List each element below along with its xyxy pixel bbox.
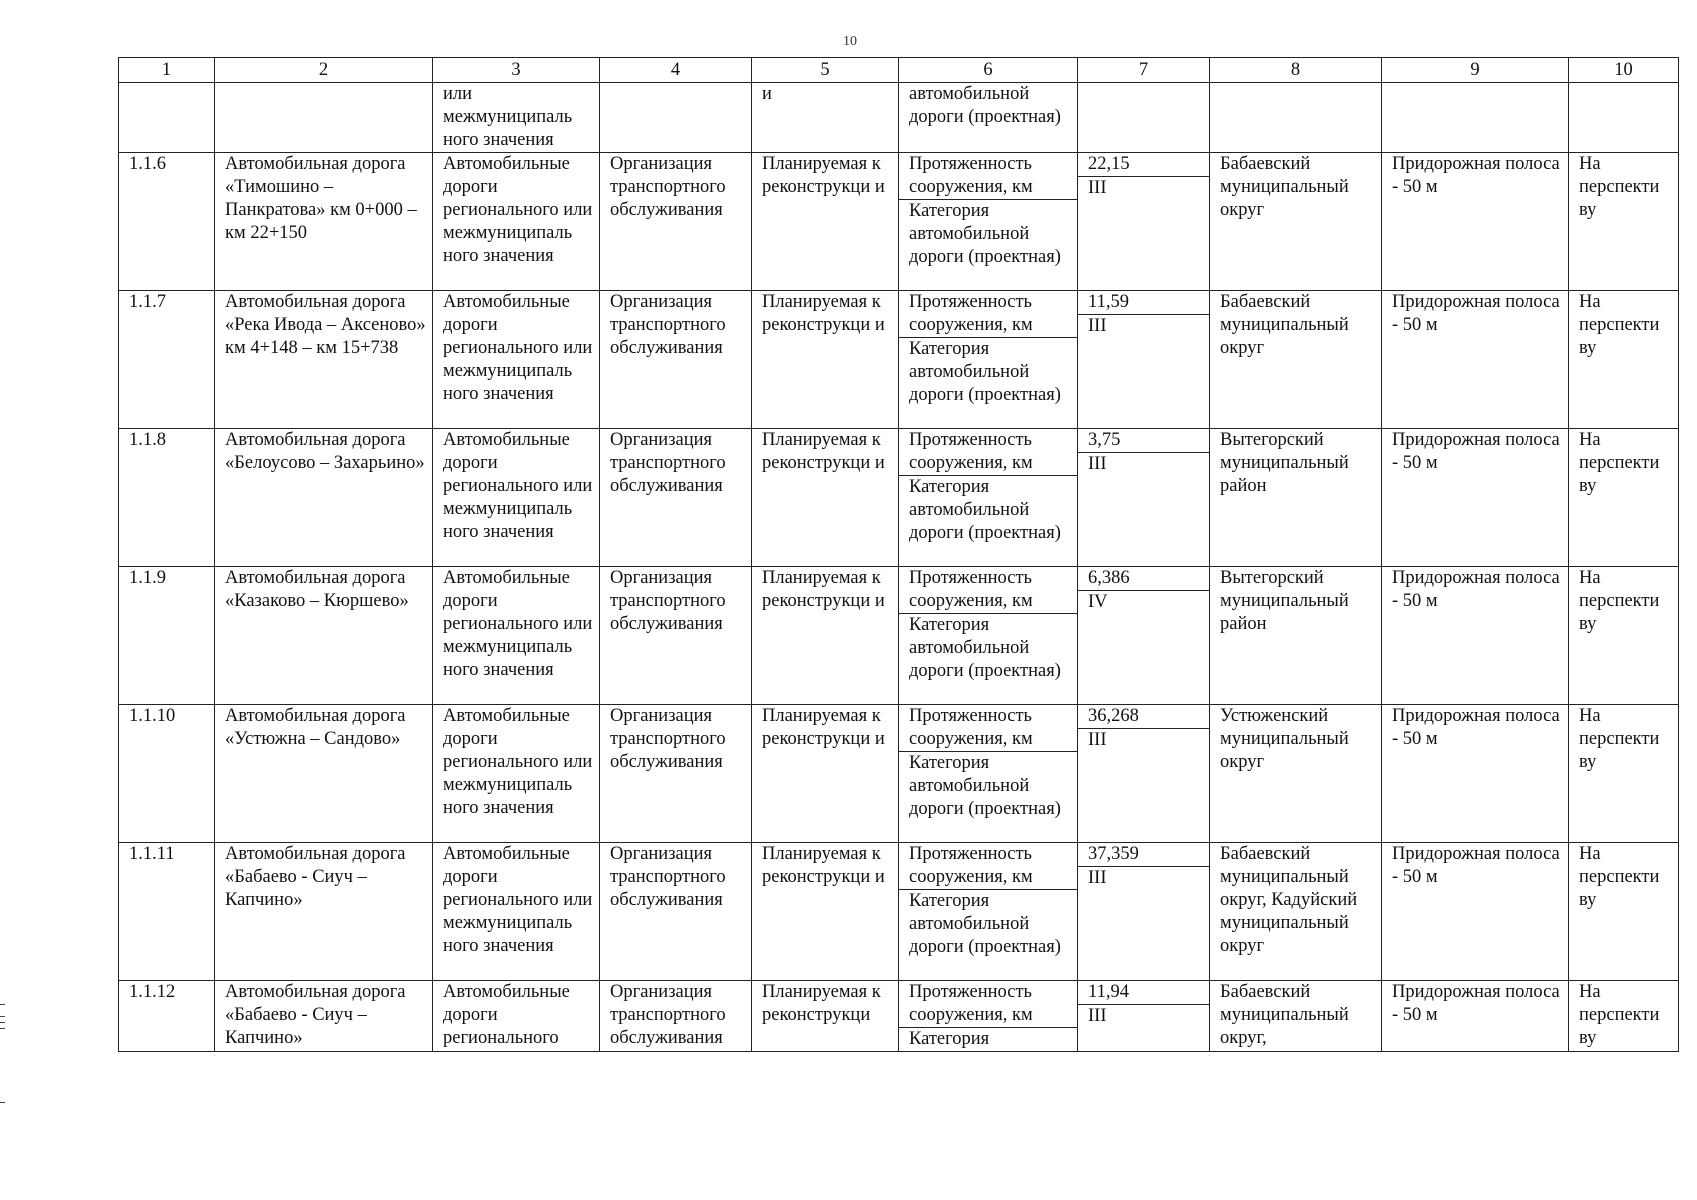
status-cell: Планируемая к реконструкци и <box>752 291 899 429</box>
object-name-cell: Автомобильная дорога «Белоусово – Захарьино» <box>215 429 433 567</box>
continuation-row <box>119 83 1679 153</box>
parameter-cell-category: Категория <box>909 1029 990 1049</box>
cell <box>1382 83 1569 153</box>
object-name-cell: Автомобильная дорога «Река Ивода – Аксеново» км 4+148 – км 15+738 <box>215 291 433 429</box>
cell <box>215 83 433 153</box>
object-type-cell: Автомобильные дороги регионального или межмуниципаль ного значения <box>433 153 600 291</box>
zone-cell: Придорожная полоса - 50 м <box>1382 843 1569 981</box>
purpose-cell: Организация транспортного обслуживания <box>600 843 752 981</box>
value-cell-category: III <box>1088 454 1107 474</box>
parameter-cell <box>899 429 1078 567</box>
value-cell-length: 3,75 <box>1078 429 1209 453</box>
object-type-cell: Автомобильные дороги регионального или межмуниципаль ного значения <box>433 705 600 843</box>
parameter-cell <box>899 981 1078 1052</box>
cell <box>600 83 752 153</box>
location-cell: Вытегорский муниципальный район <box>1210 429 1382 567</box>
row-number-cell: 1.1.12 <box>119 981 215 1052</box>
parameter-cell-category: Категория автомобильной дороги (проектная) <box>909 891 1061 957</box>
object-type-cell: Автомобильные дороги регионального <box>433 981 600 1052</box>
page-number: 10 <box>843 34 857 49</box>
value-cell <box>1078 843 1210 981</box>
value-cell-length: 11,94 <box>1078 981 1209 1005</box>
purpose-cell: Организация транспортного обслуживания <box>600 153 752 291</box>
header-cell: 10 <box>1569 58 1679 83</box>
location-cell: Бабаевский муниципальный округ, <box>1210 981 1382 1052</box>
object-type-cell: Автомобильные дороги регионального или межмуниципаль ного значения <box>433 429 600 567</box>
status-cell: Планируемая к реконструкци <box>752 981 899 1052</box>
zone-cell: Придорожная полоса - 50 м <box>1382 567 1569 705</box>
parameter-cell-category: Категория автомобильной дороги (проектная) <box>909 753 1061 819</box>
parameter-cell-category: Категория автомобильной дороги (проектная) <box>909 201 1061 267</box>
value-cell-category: III <box>1088 178 1107 198</box>
status-cell: и <box>752 83 899 153</box>
header-cell: 5 <box>752 58 899 83</box>
cell <box>119 83 215 153</box>
term-cell: На перспекти ву <box>1569 429 1679 567</box>
parameter-cell <box>899 843 1078 981</box>
status-cell: Планируемая к реконструкци и <box>752 843 899 981</box>
cell <box>1078 83 1210 153</box>
object-name-cell: Автомобильная дорога «Казаково – Кюршево» <box>215 567 433 705</box>
margin-mark <box>0 1028 5 1029</box>
value-cell-category: III <box>1088 1006 1107 1026</box>
margin-mark <box>0 1102 5 1103</box>
value-cell <box>1078 981 1210 1052</box>
parameter-cell-length: Протяженность сооружения, км <box>899 153 1077 200</box>
header-row <box>119 58 1679 83</box>
table-row <box>119 567 1679 705</box>
purpose-cell: Организация транспортного обслуживания <box>600 705 752 843</box>
parameter-cell-length: Протяженность сооружения, км <box>899 843 1077 890</box>
table-row <box>119 981 1679 1052</box>
zone-cell: Придорожная полоса - 50 м <box>1382 153 1569 291</box>
header-cell: 3 <box>433 58 600 83</box>
location-cell: Бабаевский муниципальный округ <box>1210 291 1382 429</box>
value-cell-length: 22,15 <box>1078 153 1209 177</box>
parameter-cell <box>899 567 1078 705</box>
value-cell-category: III <box>1088 730 1107 750</box>
object-type-cell: или межмуниципаль ного значения <box>433 83 600 153</box>
parameter-cell-category: Категория автомобильной дороги (проектная) <box>909 615 1061 681</box>
parameter-cell-length: Протяженность сооружения, км <box>899 567 1077 614</box>
header-cell: 4 <box>600 58 752 83</box>
parameter-cell-length: Протяженность сооружения, км <box>899 291 1077 338</box>
purpose-cell: Организация транспортного обслуживания <box>600 429 752 567</box>
value-cell <box>1078 291 1210 429</box>
value-cell-category: III <box>1088 316 1107 336</box>
object-name-cell: Автомобильная дорога «Тимошино – Панкратова» км 0+000 – км 22+150 <box>215 153 433 291</box>
row-number-cell: 1.1.9 <box>119 567 215 705</box>
parameter-cell: автомобильной дороги (проектная) <box>899 83 1078 153</box>
header-cell: 7 <box>1078 58 1210 83</box>
value-cell <box>1078 429 1210 567</box>
value-cell-category: III <box>1088 868 1107 888</box>
object-name-cell: Автомобильная дорога «Устюжна – Сандово» <box>215 705 433 843</box>
location-cell: Вытегорский муниципальный район <box>1210 567 1382 705</box>
value-cell-length: 36,268 <box>1078 705 1209 729</box>
zone-cell: Придорожная полоса - 50 м <box>1382 291 1569 429</box>
parameter-cell-length: Протяженность сооружения, км <box>899 429 1077 476</box>
parameter-cell <box>899 705 1078 843</box>
cell <box>1569 83 1679 153</box>
header-cell: 9 <box>1382 58 1569 83</box>
table-row <box>119 153 1679 291</box>
value-cell-length: 37,359 <box>1078 843 1209 867</box>
margin-mark <box>0 1016 5 1017</box>
table-row <box>119 291 1679 429</box>
row-number-cell: 1.1.10 <box>119 705 215 843</box>
value-cell <box>1078 153 1210 291</box>
header-cell: 6 <box>899 58 1078 83</box>
value-cell-length: 6,386 <box>1078 567 1209 591</box>
objects-table <box>118 57 1679 1052</box>
value-cell <box>1078 705 1210 843</box>
zone-cell: Придорожная полоса - 50 м <box>1382 705 1569 843</box>
row-number-cell: 1.1.6 <box>119 153 215 291</box>
header-cell: 8 <box>1210 58 1382 83</box>
header-cell: 1 <box>119 58 215 83</box>
parameter-cell <box>899 153 1078 291</box>
margin-mark <box>0 1004 5 1005</box>
term-cell: На перспекти ву <box>1569 705 1679 843</box>
term-cell: На перспекти ву <box>1569 981 1679 1052</box>
object-type-cell: Автомобильные дороги регионального или межмуниципаль ного значения <box>433 567 600 705</box>
value-cell-category: IV <box>1088 592 1108 612</box>
parameter-cell-length: Протяженность сооружения, км <box>899 705 1077 752</box>
row-number-cell: 1.1.7 <box>119 291 215 429</box>
purpose-cell: Организация транспортного обслуживания <box>600 291 752 429</box>
term-cell: На перспекти ву <box>1569 153 1679 291</box>
object-type-cell: Автомобильные дороги регионального или межмуниципаль ного значения <box>433 291 600 429</box>
object-type-cell: Автомобильные дороги регионального или межмуниципаль ного значения <box>433 843 600 981</box>
location-cell: Устюженский муниципальный округ <box>1210 705 1382 843</box>
cell <box>1210 83 1382 153</box>
parameter-cell-category: Категория автомобильной дороги (проектная) <box>909 339 1061 405</box>
row-number-cell: 1.1.11 <box>119 843 215 981</box>
status-cell: Планируемая к реконструкци и <box>752 705 899 843</box>
zone-cell: Придорожная полоса - 50 м <box>1382 981 1569 1052</box>
table-row <box>119 705 1679 843</box>
table-row <box>119 429 1679 567</box>
location-cell: Бабаевский муниципальный округ, Кадуйский муниципальный округ <box>1210 843 1382 981</box>
table-row <box>119 843 1679 981</box>
zone-cell: Придорожная полоса - 50 м <box>1382 429 1569 567</box>
term-cell: На перспекти ву <box>1569 567 1679 705</box>
status-cell: Планируемая к реконструкци и <box>752 429 899 567</box>
term-cell: На перспекти ву <box>1569 291 1679 429</box>
term-cell: На перспекти ву <box>1569 843 1679 981</box>
header-cell: 2 <box>215 58 433 83</box>
value-cell <box>1078 567 1210 705</box>
row-number-cell: 1.1.8 <box>119 429 215 567</box>
value-cell-length: 11,59 <box>1078 291 1209 315</box>
object-name-cell: Автомобильная дорога «Бабаево - Сиуч – Капчино» <box>215 981 433 1052</box>
margin-mark <box>0 1022 5 1023</box>
purpose-cell: Организация транспортного обслуживания <box>600 567 752 705</box>
location-cell: Бабаевский муниципальный округ <box>1210 153 1382 291</box>
status-cell: Планируемая к реконструкци и <box>752 153 899 291</box>
status-cell: Планируемая к реконструкци и <box>752 567 899 705</box>
parameter-cell-length: Протяженность сооружения, км <box>899 981 1077 1028</box>
purpose-cell: Организация транспортного обслуживания <box>600 981 752 1052</box>
parameter-cell-category: Категория автомобильной дороги (проектная) <box>909 477 1061 543</box>
parameter-cell <box>899 291 1078 429</box>
object-name-cell: Автомобильная дорога «Бабаево - Сиуч – Капчино» <box>215 843 433 981</box>
